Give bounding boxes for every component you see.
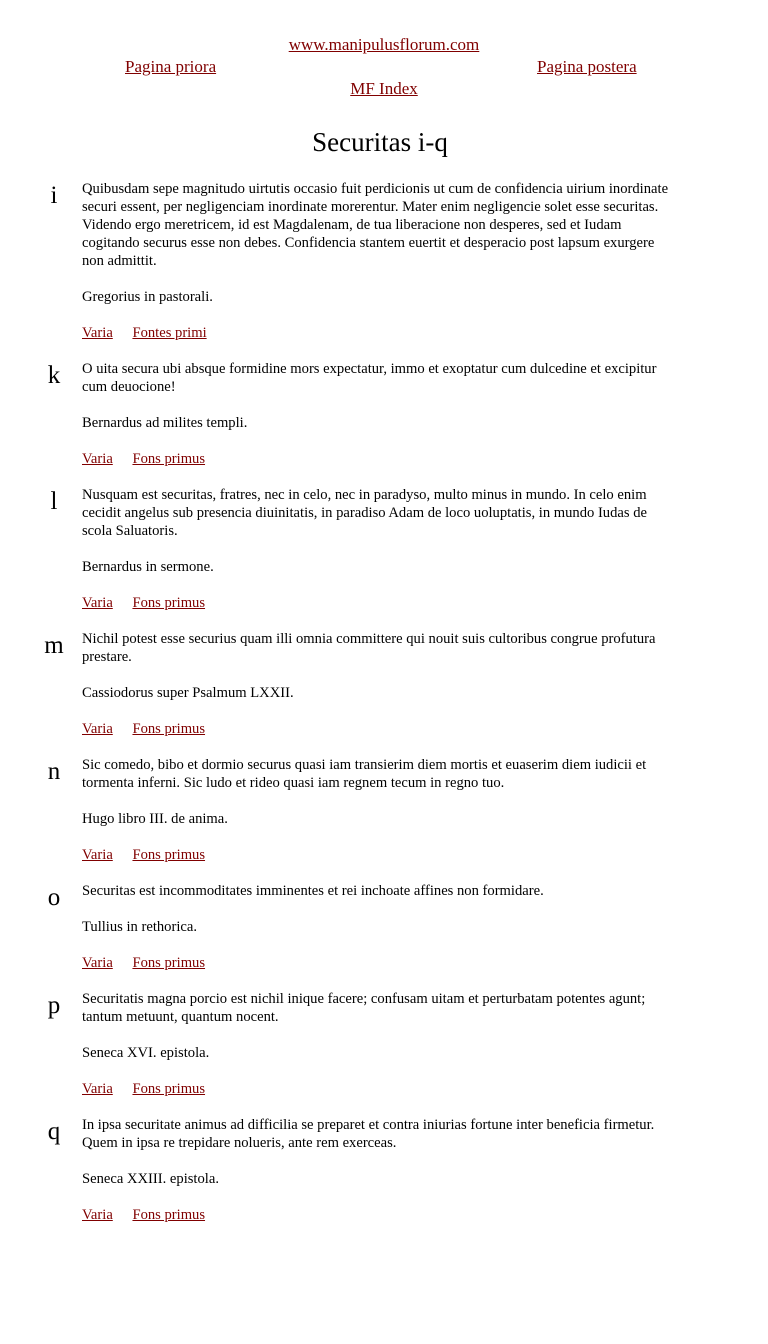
fons-link[interactable]: Fons primus: [132, 721, 206, 737]
index-link-row: [0, 78, 768, 100]
varia-link[interactable]: Varia: [82, 451, 113, 467]
entry-text: Securitatis magna porcio est nichil inique facere; confusam uitam et perturbatam potentes agunt; tantum metuunt, quantum nocent.: [82, 991, 646, 1025]
entry-letter: p: [47, 992, 61, 1019]
entry-q: [0, 1116, 672, 1224]
fons-link[interactable]: Fons primus: [132, 451, 206, 467]
entry-source: Bernardus in sermone.: [82, 559, 214, 575]
entry-letter: m: [44, 632, 64, 659]
varia-link[interactable]: Varia: [82, 1207, 113, 1223]
entry-letter: n: [47, 758, 61, 785]
entry-links: [82, 324, 672, 342]
entry-source: Bernardus ad milites templi.: [82, 415, 248, 431]
entry-links: [82, 954, 672, 972]
entry-source: Seneca XXIII. epistola.: [82, 1171, 219, 1187]
entry-source: Tullius in rethorica.: [82, 919, 197, 935]
entry-text: Quibusdam sepe magnitudo uirtutis occasio fuit perdicionis ut cum de confidencia uirium inordinate securi essent, per negligenciam inordinate morerentur. Mater enim negligencie solet esse securitas. Videndo ergo meretricem, id est Magdalenam, de tua liberacione non desperes, sed et Iudam cogitando securus esse non debes. Confidencia stantem euertit et desperacio post lapsum exurgere non admittit.: [82, 181, 669, 269]
entry-source: Gregorius in pastorali.: [82, 289, 213, 305]
entries-list: [0, 180, 768, 1242]
varia-link[interactable]: Varia: [82, 955, 113, 971]
entry-text: In ipsa securitate animus ad difficilia se preparet et contra iniurias fortune inter beneficia firmetur. Quem in ipsa re trepidare nolueris, ante rem exerceas.: [82, 1117, 655, 1151]
entry-o: [0, 882, 672, 972]
entry-letter: k: [47, 362, 61, 389]
previous-page-link[interactable]: Pagina priora: [125, 57, 217, 76]
fons-link[interactable]: Fons primus: [132, 1081, 206, 1097]
entry-text: O uita secura ubi absque formidine mors expectatur, immo et exoptatur cum dulcedine et excipitur cum deuocione!: [82, 361, 657, 395]
entry-k: [0, 360, 672, 468]
fons-link[interactable]: Fons primus: [132, 595, 206, 611]
fons-link[interactable]: Fons primus: [132, 847, 206, 863]
entry-links: [82, 450, 672, 468]
entry-m: [0, 630, 672, 738]
entry-source: Seneca XVI. epistola.: [82, 1045, 210, 1061]
next-page-link[interactable]: Pagina postera: [537, 57, 637, 76]
entry-letter: o: [47, 884, 61, 911]
entry-n: [0, 756, 672, 864]
entry-text: Sic comedo, bibo et dormio securus quasi iam transierim diem mortis et euaserim diem iudicii et tormenta inferni. Sic ludo et rideo quasi iam regnem tecum in regno tuo.: [82, 757, 647, 791]
entry-text: Securitas est incommoditates imminentes et rei inchoate affines non formidare.: [82, 883, 544, 899]
varia-link[interactable]: Varia: [82, 721, 113, 737]
entry-text: Nichil potest esse securius quam illi omnia committere qui nouit suis cultoribus congrue profutura prestare.: [82, 631, 656, 665]
varia-link[interactable]: Varia: [82, 325, 113, 341]
entry-letter: i: [50, 182, 58, 209]
fontes-link[interactable]: Fontes primi: [132, 325, 207, 341]
entry-source: Hugo libro III. de anima.: [82, 811, 228, 827]
entry-links: [82, 720, 672, 738]
entry-letter: q: [47, 1118, 61, 1145]
varia-link[interactable]: Varia: [82, 847, 113, 863]
entry-source: Cassiodorus super Psalmum LXXII.: [82, 685, 294, 701]
top-navigation: [0, 34, 768, 104]
site-home-link[interactable]: www.manipulusflorum.com: [288, 35, 480, 54]
entry-links: [82, 846, 672, 864]
fons-link[interactable]: Fons primus: [132, 1207, 206, 1223]
entry-links: [82, 1080, 672, 1098]
varia-link[interactable]: Varia: [82, 595, 113, 611]
varia-link[interactable]: Varia: [82, 1081, 113, 1097]
page-title: Securitas i-q: [312, 127, 448, 157]
fons-link[interactable]: Fons primus: [132, 955, 206, 971]
entry-l: [0, 486, 672, 612]
entry-links: [82, 594, 672, 612]
entry-text: Nusquam est securitas, fratres, nec in celo, nec in paradyso, multo minus in mundo. In celo enim cecidit angelus sub presencia diuinitatis, in paradiso Adam de loco uoluptatis, in mundo Iudas de scola Saluatoris.: [82, 487, 647, 539]
entry-letter: l: [50, 488, 58, 515]
entry-p: [0, 990, 672, 1098]
mf-index-link[interactable]: MF Index: [350, 79, 418, 98]
entry-i: [0, 180, 672, 342]
site-link-row: [0, 34, 768, 56]
entry-links: [82, 1206, 672, 1224]
